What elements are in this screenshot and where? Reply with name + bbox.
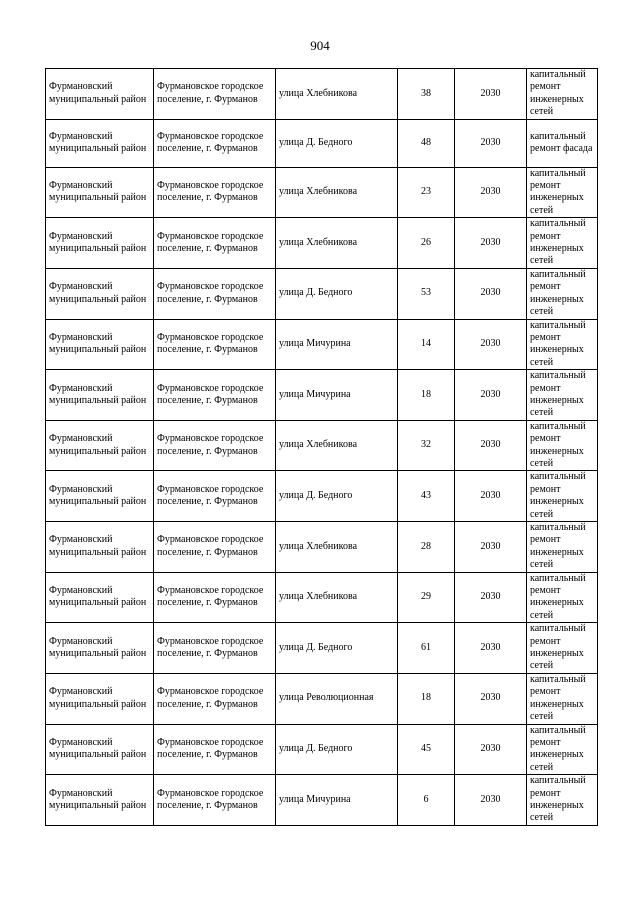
street-cell: улица Д. Бедного: [276, 268, 398, 319]
work-type-cell: капитальный ремонт фасада: [527, 119, 598, 167]
house-number-cell: 38: [398, 69, 455, 120]
work-type-cell: капитальный ремонт инженерных сетей: [527, 268, 598, 319]
year-cell: 2030: [455, 319, 527, 370]
year-cell: 2030: [455, 724, 527, 775]
settlement-cell: Фурмановское городское поселение, г. Фурманов: [154, 218, 276, 269]
settlement-cell: Фурмановское городское поселение, г. Фурманов: [154, 319, 276, 370]
table-row: [46, 119, 598, 167]
table-row: [46, 268, 598, 319]
year-cell: 2030: [455, 673, 527, 724]
street-cell: улица Мичурина: [276, 319, 398, 370]
table-row: [46, 218, 598, 269]
street-cell: улица Хлебникова: [276, 572, 398, 623]
settlement-cell: Фурмановское городское поселение, г. Фурманов: [154, 119, 276, 167]
year-cell: 2030: [455, 623, 527, 674]
street-cell: улица Хлебникова: [276, 522, 398, 573]
house-number-cell: 53: [398, 268, 455, 319]
district-cell: Фурмановский муниципальный район: [46, 218, 154, 269]
work-type-cell: капитальный ремонт инженерных сетей: [527, 623, 598, 674]
table-row: [46, 673, 598, 724]
street-cell: улица Хлебникова: [276, 218, 398, 269]
year-cell: 2030: [455, 522, 527, 573]
district-cell: Фурмановский муниципальный район: [46, 420, 154, 471]
district-cell: Фурмановский муниципальный район: [46, 522, 154, 573]
table-row: [46, 319, 598, 370]
settlement-cell: Фурмановское городское поселение, г. Фурманов: [154, 623, 276, 674]
street-cell: улица Хлебникова: [276, 420, 398, 471]
street-cell: улица Хлебникова: [276, 167, 398, 218]
house-number-cell: 28: [398, 522, 455, 573]
settlement-cell: Фурмановское городское поселение, г. Фурманов: [154, 420, 276, 471]
settlement-cell: Фурмановское городское поселение, г. Фурманов: [154, 775, 276, 826]
house-number-cell: 32: [398, 420, 455, 471]
settlement-cell: Фурмановское городское поселение, г. Фурманов: [154, 724, 276, 775]
work-type-cell: капитальный ремонт инженерных сетей: [527, 370, 598, 421]
district-cell: Фурмановский муниципальный район: [46, 119, 154, 167]
district-cell: Фурмановский муниципальный район: [46, 268, 154, 319]
district-cell: Фурмановский муниципальный район: [46, 69, 154, 120]
table-row: [46, 724, 598, 775]
settlement-cell: Фурмановское городское поселение, г. Фурманов: [154, 572, 276, 623]
year-cell: 2030: [455, 69, 527, 120]
work-type-cell: капитальный ремонт инженерных сетей: [527, 522, 598, 573]
house-number-cell: 26: [398, 218, 455, 269]
year-cell: 2030: [455, 420, 527, 471]
settlement-cell: Фурмановское городское поселение, г. Фурманов: [154, 268, 276, 319]
district-cell: Фурмановский муниципальный район: [46, 572, 154, 623]
work-type-cell: капитальный ремонт инженерных сетей: [527, 724, 598, 775]
table-row: [46, 775, 598, 826]
district-cell: Фурмановский муниципальный район: [46, 167, 154, 218]
table-body: [46, 69, 598, 826]
year-cell: 2030: [455, 775, 527, 826]
work-type-cell: капитальный ремонт инженерных сетей: [527, 420, 598, 471]
table-row: [46, 572, 598, 623]
work-type-cell: капитальный ремонт инженерных сетей: [527, 167, 598, 218]
year-cell: 2030: [455, 119, 527, 167]
settlement-cell: Фурмановское городское поселение, г. Фурманов: [154, 370, 276, 421]
house-number-cell: 45: [398, 724, 455, 775]
table-row: [46, 167, 598, 218]
house-number-cell: 61: [398, 623, 455, 674]
table-row: [46, 420, 598, 471]
house-number-cell: 48: [398, 119, 455, 167]
street-cell: улица Мичурина: [276, 775, 398, 826]
settlement-cell: Фурмановское городское поселение, г. Фурманов: [154, 167, 276, 218]
district-cell: Фурмановский муниципальный район: [46, 319, 154, 370]
table-row: [46, 471, 598, 522]
street-cell: улица Революционная: [276, 673, 398, 724]
district-cell: Фурмановский муниципальный район: [46, 673, 154, 724]
district-cell: Фурмановский муниципальный район: [46, 775, 154, 826]
street-cell: улица Хлебникова: [276, 69, 398, 120]
street-cell: улица Мичурина: [276, 370, 398, 421]
house-number-cell: 14: [398, 319, 455, 370]
page-number: 904: [310, 38, 330, 53]
house-number-cell: 29: [398, 572, 455, 623]
work-type-cell: капитальный ремонт инженерных сетей: [527, 673, 598, 724]
street-cell: улица Д. Бедного: [276, 471, 398, 522]
year-cell: 2030: [455, 218, 527, 269]
settlement-cell: Фурмановское городское поселение, г. Фурманов: [154, 673, 276, 724]
street-cell: улица Д. Бедного: [276, 623, 398, 674]
year-cell: 2030: [455, 167, 527, 218]
street-cell: улица Д. Бедного: [276, 119, 398, 167]
house-number-cell: 6: [398, 775, 455, 826]
work-type-cell: капитальный ремонт инженерных сетей: [527, 69, 598, 120]
year-cell: 2030: [455, 572, 527, 623]
district-cell: Фурмановский муниципальный район: [46, 370, 154, 421]
work-type-cell: капитальный ремонт инженерных сетей: [527, 471, 598, 522]
repair-schedule-table: [45, 68, 598, 826]
year-cell: 2030: [455, 370, 527, 421]
house-number-cell: 18: [398, 370, 455, 421]
table-row: [46, 370, 598, 421]
work-type-cell: капитальный ремонт инженерных сетей: [527, 775, 598, 826]
work-type-cell: капитальный ремонт инженерных сетей: [527, 572, 598, 623]
district-cell: Фурмановский муниципальный район: [46, 724, 154, 775]
work-type-cell: капитальный ремонт инженерных сетей: [527, 218, 598, 269]
year-cell: 2030: [455, 471, 527, 522]
settlement-cell: Фурмановское городское поселение, г. Фурманов: [154, 522, 276, 573]
house-number-cell: 23: [398, 167, 455, 218]
settlement-cell: Фурмановское городское поселение, г. Фурманов: [154, 471, 276, 522]
work-type-cell: капитальный ремонт инженерных сетей: [527, 319, 598, 370]
district-cell: Фурмановский муниципальный район: [46, 623, 154, 674]
table-row: [46, 623, 598, 674]
street-cell: улица Д. Бедного: [276, 724, 398, 775]
settlement-cell: Фурмановское городское поселение, г. Фурманов: [154, 69, 276, 120]
house-number-cell: 43: [398, 471, 455, 522]
table-row: [46, 522, 598, 573]
table-row: [46, 69, 598, 120]
district-cell: Фурмановский муниципальный район: [46, 471, 154, 522]
year-cell: 2030: [455, 268, 527, 319]
house-number-cell: 18: [398, 673, 455, 724]
